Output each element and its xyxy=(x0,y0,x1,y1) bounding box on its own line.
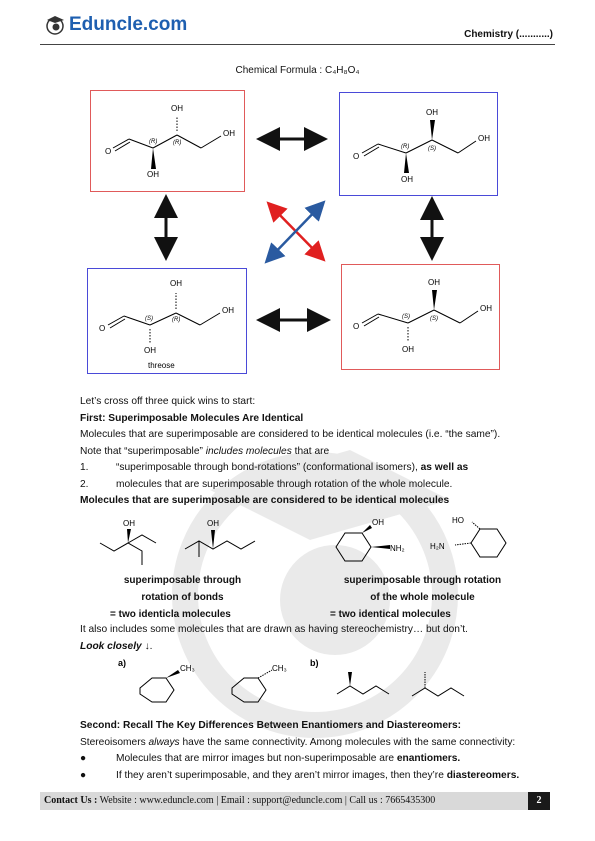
oh-label: OH xyxy=(428,278,440,287)
oh-label: OH xyxy=(207,519,219,528)
intro-section xyxy=(80,394,552,510)
oh-label: OH xyxy=(401,175,413,184)
contact-details[interactable]: Website : www.eduncle.com | Email : support@eduncle.com | Call us : 7665435300 xyxy=(97,795,436,806)
o-label: O xyxy=(105,147,112,156)
stereo-label: (S) xyxy=(430,316,438,322)
look-closely: Look closely ↓. xyxy=(80,640,153,652)
oh-label: OH xyxy=(478,134,490,143)
oh-label: OH xyxy=(426,108,438,117)
first-heading: First: Superimposable Molecules Are Identical xyxy=(80,412,304,424)
intro-text: Let’s cross off three quick wins to start: xyxy=(80,396,256,407)
oh-label: OH xyxy=(144,346,156,355)
paragraph: Molecules that are superimposable are considered to be identical molecules (i.e. “the same”). xyxy=(80,429,501,440)
methylcyclohexane-examples xyxy=(112,656,492,714)
paragraph: It also includes some molecules that are drawn as having stereochemistry… but don’t. xyxy=(80,624,468,635)
bold-statement: Molecules that are superimposable are considered to be identical molecules xyxy=(80,495,450,506)
h2n-label: H₂N xyxy=(430,542,445,551)
ch3-label: CH₃ xyxy=(272,664,287,673)
nh2-label: NH₂ xyxy=(390,544,405,553)
ch3-label: CH₃ xyxy=(180,664,195,673)
list-item: 1. “superimposable through bond-rotations” (conformational isomers), as well as xyxy=(80,462,469,473)
oh-label: OH xyxy=(402,345,414,354)
oh-label: OH xyxy=(170,279,182,288)
paragraph: Note that “superimposable” includes molecules that are xyxy=(80,445,330,457)
o-label: O xyxy=(353,152,360,161)
stereo-label: (R) xyxy=(173,140,182,146)
also-section xyxy=(80,622,552,655)
oh-label: OH xyxy=(147,170,159,179)
subject-label: Chemistry (...........) xyxy=(464,29,553,40)
oh-label: OH xyxy=(222,306,234,315)
stereo-label: (R) xyxy=(401,144,410,150)
footer-bar xyxy=(40,792,550,810)
paragraph: Stereoisomers always have the same connectivity. Among molecules with the same connectivity: xyxy=(80,736,516,748)
page-number: 2 xyxy=(528,792,550,810)
stereo-label: (R) xyxy=(149,139,158,145)
stereo-label: (S) xyxy=(428,146,436,152)
label-a: a) xyxy=(118,658,127,668)
second-heading: Second: Recall The Key Differences Between Enantiomers and Diastereomers: xyxy=(80,720,462,731)
bullet-item: ● Molecules that are mirror images but non-superimposable are enantiomers. xyxy=(80,753,461,764)
chemical-formula: Chemical Formula : C₄H₈O₄ xyxy=(235,65,360,76)
threose-label: threose xyxy=(148,361,175,370)
o-label: O xyxy=(99,324,106,333)
left-caption: superimposable through rotation of bonds = two identicla molecules xyxy=(110,575,242,620)
relationship-arrows xyxy=(0,0,595,400)
oh-label: OH xyxy=(480,304,492,313)
bullet-item: ● If they aren’t superimposable, and they aren’t mirror images, then they’re diastereomers. xyxy=(80,769,520,781)
label-b: b) xyxy=(310,658,319,668)
ho-label: HO xyxy=(452,516,464,525)
contact-label: Contact Us : xyxy=(44,795,98,806)
stereo-label: (S) xyxy=(402,314,410,320)
oh-label: OH xyxy=(223,129,235,138)
example-structures xyxy=(90,513,520,573)
right-caption: superimposable through rotation of the whole molecule = two identical molecules xyxy=(330,575,502,620)
oh-label: OH xyxy=(372,518,384,527)
second-section xyxy=(80,718,552,784)
oh-label: OH xyxy=(171,104,183,113)
stereo-label: (R) xyxy=(172,317,181,323)
logo-text: Eduncle.com xyxy=(69,14,188,35)
oh-label: OH xyxy=(123,519,135,528)
stereo-label: (S) xyxy=(145,316,153,322)
o-label: O xyxy=(353,322,360,331)
list-item: 2. molecules that are superimposable through rotation of the whole molecule. xyxy=(80,478,453,490)
